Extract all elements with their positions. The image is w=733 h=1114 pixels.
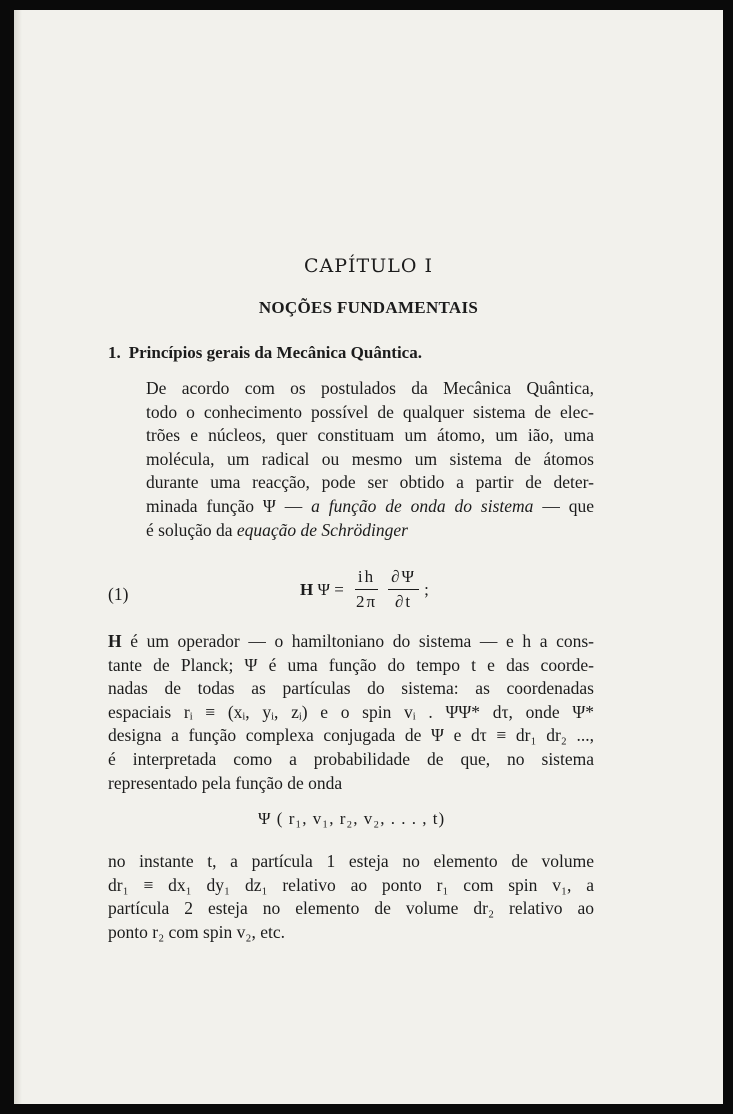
paragraph-2-line: espaciais rᵢ ≡ (xᵢ, yᵢ, zᵢ) e o spin vᵢ . ΨΨ* dτ, onde Ψ* [108, 701, 594, 722]
fraction-denominator: 2π [355, 592, 378, 611]
paragraph-3-line: ponto r₂ com spin v₂, etc. [108, 921, 285, 942]
text-run: — que [542, 495, 594, 516]
paragraph-3-line: dr₁ ≡ dx₁ dy₁ dz₁ relativo ao ponto r₁ com spin v₁, a [108, 874, 594, 895]
paragraph-1-line [108, 519, 594, 543]
paragraph-2 [108, 630, 594, 795]
operator-h: H [108, 631, 122, 651]
equation-lhs-rest: Ψ = [317, 579, 344, 599]
wavefunction-expression: Ψ ( r₁, v₁, r₂, v₂, . . . , t) [258, 809, 446, 828]
fraction-ih-2pi [355, 567, 378, 612]
page-edge-shadow [14, 10, 22, 1104]
fraction-numerator: ih [355, 567, 378, 590]
paragraph-2-line [108, 630, 594, 654]
section-heading [108, 343, 422, 363]
operator-h: H [300, 579, 314, 599]
chapter-heading: CAPÍTULO I [304, 255, 433, 277]
italic-text: equação de Schrödinger [236, 519, 408, 540]
paragraph-1-line: trões e núcleos, quer constituam um átomo, um ião, uma [146, 425, 594, 446]
italic-text: a função de onda do sistema [311, 495, 534, 516]
paragraph-1 [108, 377, 594, 542]
schrodinger-equation [300, 567, 429, 612]
text-run: é um operador — o hamiltoniano do sistema — e h a cons- [130, 631, 594, 651]
paragraph-2-line: nadas de todas as partículas do sistema: as coordenadas [108, 678, 594, 699]
text-run: minada função Ψ — [146, 495, 303, 516]
paragraph-1-line: todo o conhecimento possível de qualquer sistema de elec- [146, 401, 594, 422]
text-run: é solução da [146, 519, 233, 540]
paragraph-1-line [108, 495, 594, 519]
paragraph-2-line: designa a função complexa conjugada de Ψ e dτ ≡ dr₁ dr₂ ..., [108, 725, 594, 746]
chapter-title: NOÇÕES FUNDAMENTAIS [258, 298, 479, 317]
paragraph-2-line: tante de Planck; Ψ é uma função do tempo t e das coorde- [108, 654, 594, 675]
equation-lhs [300, 580, 344, 600]
paragraph-1-line: durante uma reacção, pode ser obtido a partir de deter- [146, 472, 594, 493]
paragraph-2-line: representado pela função de onda [108, 772, 343, 793]
fraction-partial-psi-t [388, 567, 419, 612]
paragraph-1-line: molécula, um radical ou mesmo um sistema de átomos [146, 448, 594, 469]
fraction-numerator: ∂Ψ [388, 567, 419, 590]
section-number: 1. [108, 343, 121, 362]
paragraph-1-line: De acordo com os postulados da Mecânica Quântica, [146, 378, 594, 398]
paragraph-3-line: no instante t, a partícula 1 esteja no elemento de volume [108, 851, 594, 871]
paragraph-2-line: é interpretada como a probabilidade de que, no sistema [108, 748, 594, 769]
equation-end: ; [424, 579, 429, 599]
paragraph-3 [108, 850, 594, 944]
book-page [14, 10, 723, 1104]
equation-label: (1) [108, 584, 129, 604]
paragraph-3-line: partícula 2 esteja no elemento de volume dr₂ relativo ao [108, 898, 594, 919]
section-title: Princípios gerais da Mecânica Quântica. [128, 343, 422, 362]
fraction-denominator: ∂t [395, 592, 413, 611]
